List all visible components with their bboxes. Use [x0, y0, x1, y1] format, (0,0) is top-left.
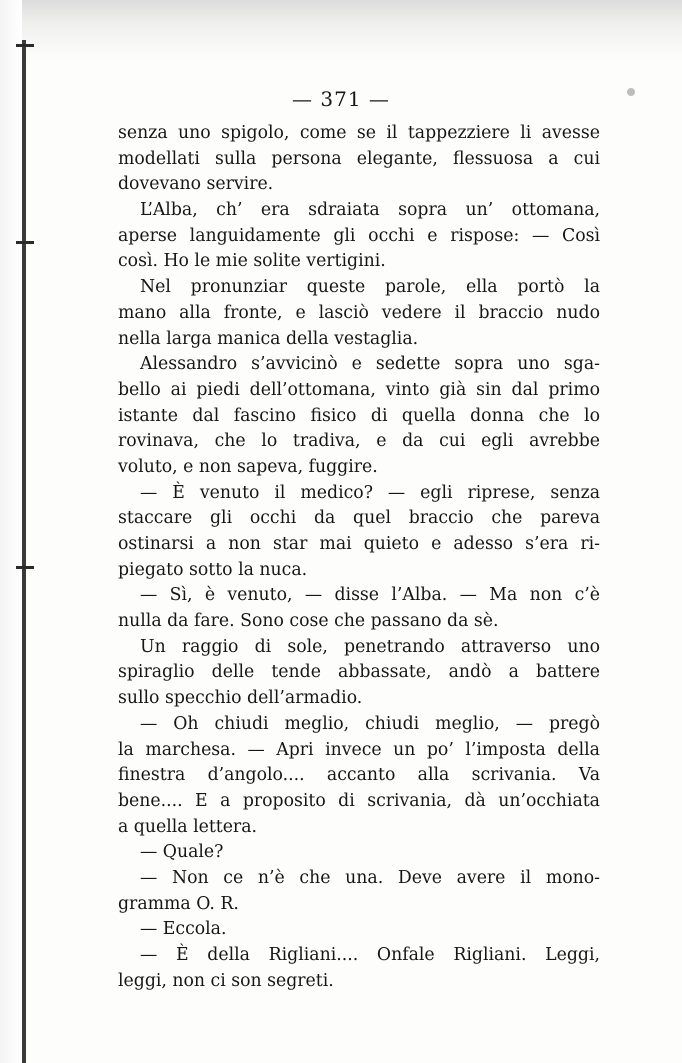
- text-line: — Oh chiudi meglio, chiudi meglio, — pregò: [140, 713, 600, 734]
- binding-mark: [16, 44, 34, 47]
- text-line: sullo specchio dell’armadio.: [118, 688, 363, 709]
- scan-top-shadow: [0, 0, 682, 60]
- text-line: — È venuto il medico? — egli riprese, senza: [140, 482, 600, 503]
- text-line: modellati sulla persona elegante, flessuosa a cui: [118, 148, 600, 169]
- text-line: la marchesa. — Apri invece un po’ l’imposta della: [118, 739, 600, 760]
- text-line: nella larga manica della vestaglia.: [118, 328, 419, 349]
- text-line: L’Alba, ch’ era sdraiata sopra un’ ottomana,: [140, 200, 600, 221]
- page-number: — 371 —: [292, 87, 390, 111]
- text-line: leggi, non ci son segreti.: [118, 970, 334, 991]
- text-line: nulla da fare. Sono cose che passano da sè.: [118, 611, 499, 632]
- text-line: voluto, e non sapeva, fuggire.: [118, 456, 378, 477]
- text-line: — Non ce n’è che una. Deve avere il mono-: [140, 867, 600, 888]
- text-line: spiraglio delle tende abbassate, andò a battere: [118, 662, 600, 683]
- text-line: bello ai piedi dell’ottomana, vinto già sin dal primo: [118, 379, 600, 400]
- text-line: — Sì, è venuto, — disse l’Alba. — Ma non c’è: [140, 585, 600, 606]
- text-line: finestra d’angolo.... accanto alla scrivania. Va: [118, 765, 600, 786]
- text-line: Nel pronunziar queste parole, ella portò la: [140, 277, 600, 298]
- text-line: staccare gli occhi da quel braccio che pareva: [118, 508, 600, 529]
- text-line: istante dal fascino fisico di quella donna che lo: [118, 405, 600, 426]
- text-line: senza uno spigolo, come se il tappezziere li avesse: [118, 123, 600, 143]
- page-text: [118, 121, 600, 994]
- text-line: Alessandro s’avvicinò e sedette sopra uno sga-: [140, 354, 600, 375]
- text-line: mano alla fronte, e lasciò vedere il braccio nudo: [118, 302, 600, 323]
- binding-shadow: [0, 0, 22, 1063]
- text-line: Un raggio di sole, penetrando attraverso uno: [140, 636, 600, 657]
- text-line: — Eccola.: [140, 919, 227, 940]
- text-line: bene.... E a proposito di scrivania, dà un’occhiata: [118, 790, 600, 811]
- text-line: aperse languidamente gli occhi e rispose: — Così: [118, 225, 600, 246]
- binding-mark: [16, 241, 34, 244]
- text-line: dovevano servire.: [118, 174, 274, 195]
- text-line: gramma O. R.: [118, 893, 239, 914]
- text-line: ostinarsi a non star mai quieto e adesso s’era ri-: [118, 534, 600, 554]
- binding-mark: [16, 566, 34, 569]
- text-line: a quella lettera.: [118, 816, 257, 837]
- text-line: — Quale?: [140, 842, 224, 863]
- text-line: — È della Rigliani.... Onfale Rigliani. Leggi,: [140, 945, 600, 965]
- text-line: rovinava, che lo tradiva, e da cui egli avrebbe: [118, 431, 600, 452]
- text-line: così. Ho le mie solite vertigini.: [118, 251, 386, 272]
- page-binding-edge: [22, 40, 26, 1063]
- text-line: piegato sotto la nuca.: [118, 559, 308, 580]
